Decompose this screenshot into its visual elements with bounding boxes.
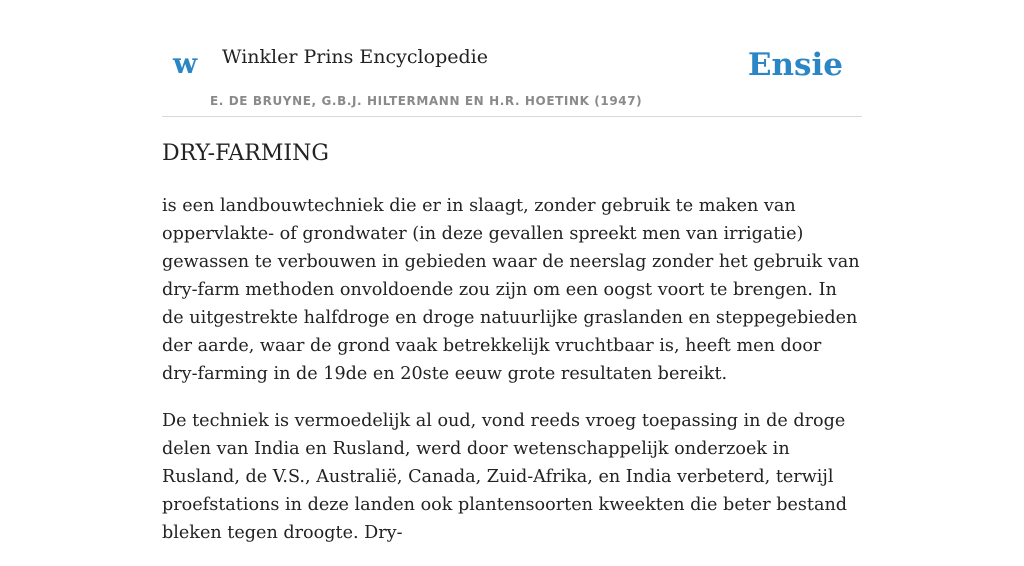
authors-byline: E. DE BRUYNE, G.B.J. HILTERMANN EN H.R. HOETINK (1947) xyxy=(210,94,643,108)
site-header xyxy=(162,0,862,117)
article-paragraph: is een landbouwtechniek die er in slaagt, zonder gebruik te maken van oppervlakte- of grondwater (in deze gevallen spreekt men van irrigatie) gewassen te verbouwen in gebieden waar de neerslag zonder het gebruik van dry-farm methoden onvoldoende zou zijn om een oogst voort te brengen. In de uitgestrekte halfdroge en droge natuurlijke graslanden en steppegebieden der aarde, waar de grond vaak betrekkelijk vruchtbaar is, heeft men door dry-farming in de 19de en 20ste eeuw grote resultaten bereikt. xyxy=(162,196,860,384)
site-title[interactable]: Winkler Prins Encyclopedie xyxy=(222,46,488,68)
site-logo[interactable]: w xyxy=(173,47,198,80)
article-title: DRY-FARMING xyxy=(162,141,329,166)
brand-logo[interactable]: Ensie xyxy=(747,47,843,83)
article-paragraph: De techniek is vermoedelijk al oud, vond reeds vroeg toepassing in de droge delen van India en Rusland, werd door wetenschappelijk onderzoek in Rusland, de V.S., Australië, Canada, Zuid-Afrika, en India verbeterd, terwijl proefstations in deze landen ook plantensoorten kweekten die beter bestand bleken tegen droogte. Dry- xyxy=(162,411,848,543)
article-body xyxy=(162,192,862,566)
page-container xyxy=(162,0,862,543)
